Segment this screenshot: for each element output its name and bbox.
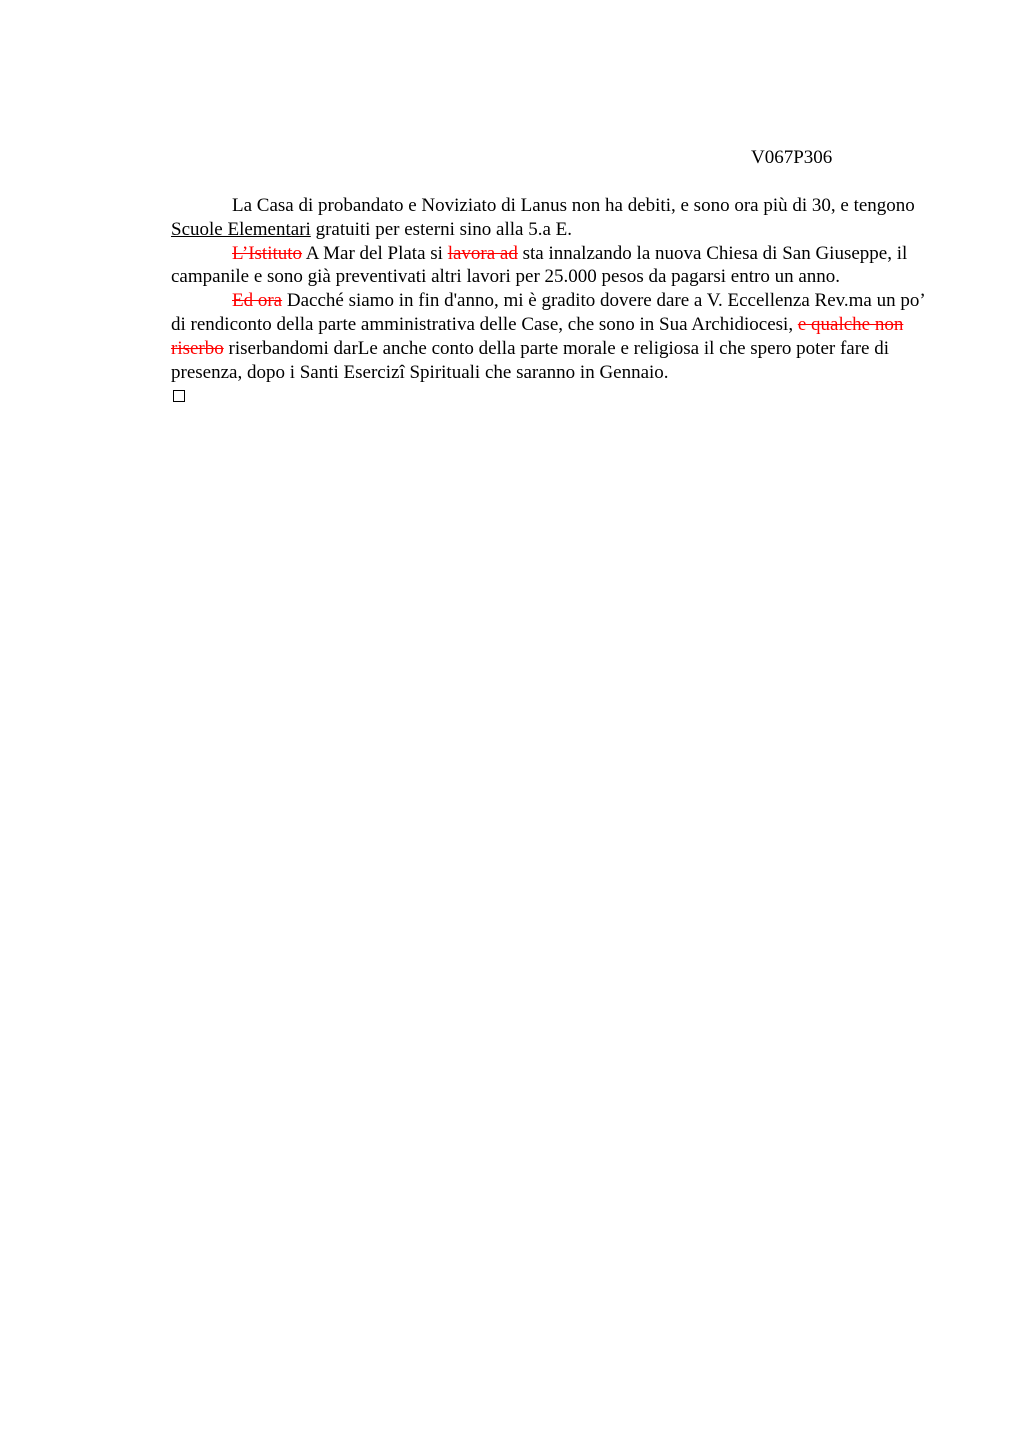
deleted-text: Ed ora	[232, 290, 283, 312]
paragraph-text: A Mar del Plata si	[302, 242, 448, 264]
paragraph-mar-del-plata	[171, 242, 931, 290]
paragraph-text: gratuiti per esterni sino alla 5.a E.	[310, 218, 572, 240]
paragraph-text: Spirituali che saranno in Gennaio.	[404, 361, 669, 383]
page-identifier: V067P306	[751, 147, 833, 168]
paragraph-lanus	[171, 194, 931, 242]
paragraph-text: La Casa di probandato e Noviziato di Lanus non ha debiti, e sono ora più di 30, e tengono	[232, 195, 915, 216]
paragraph-text: Dacché siamo in fin d'anno, mi è gradito dovere dare a V. Eccellenza Rev.ma un po’ di rendiconto della parte amministrativa delle Case, che sono in Sua Archidiocesi,	[171, 290, 925, 335]
paragraph-text: riserbandomi darLe anche conto della parte morale e religiosa il che spero poter fare di presenza, dopo i Santi Esercizi	[171, 337, 889, 383]
underlined-text: Scuole Elementari	[171, 218, 311, 240]
paragraph-text: sta innalzando la nuova Chiesa di San Giuseppe, il campanile e sono già preventivati altri lavori per 25.000 pesos da pagarsi entro un anno.	[171, 242, 908, 288]
deleted-text: e qualche non riserbo	[171, 313, 904, 359]
deleted-text: L’Istituto	[232, 242, 303, 264]
deleted-text: lavora ad	[447, 242, 518, 264]
end-of-text-box	[173, 390, 185, 402]
paragraph-rendiconto	[171, 289, 931, 384]
document-body	[171, 194, 931, 402]
